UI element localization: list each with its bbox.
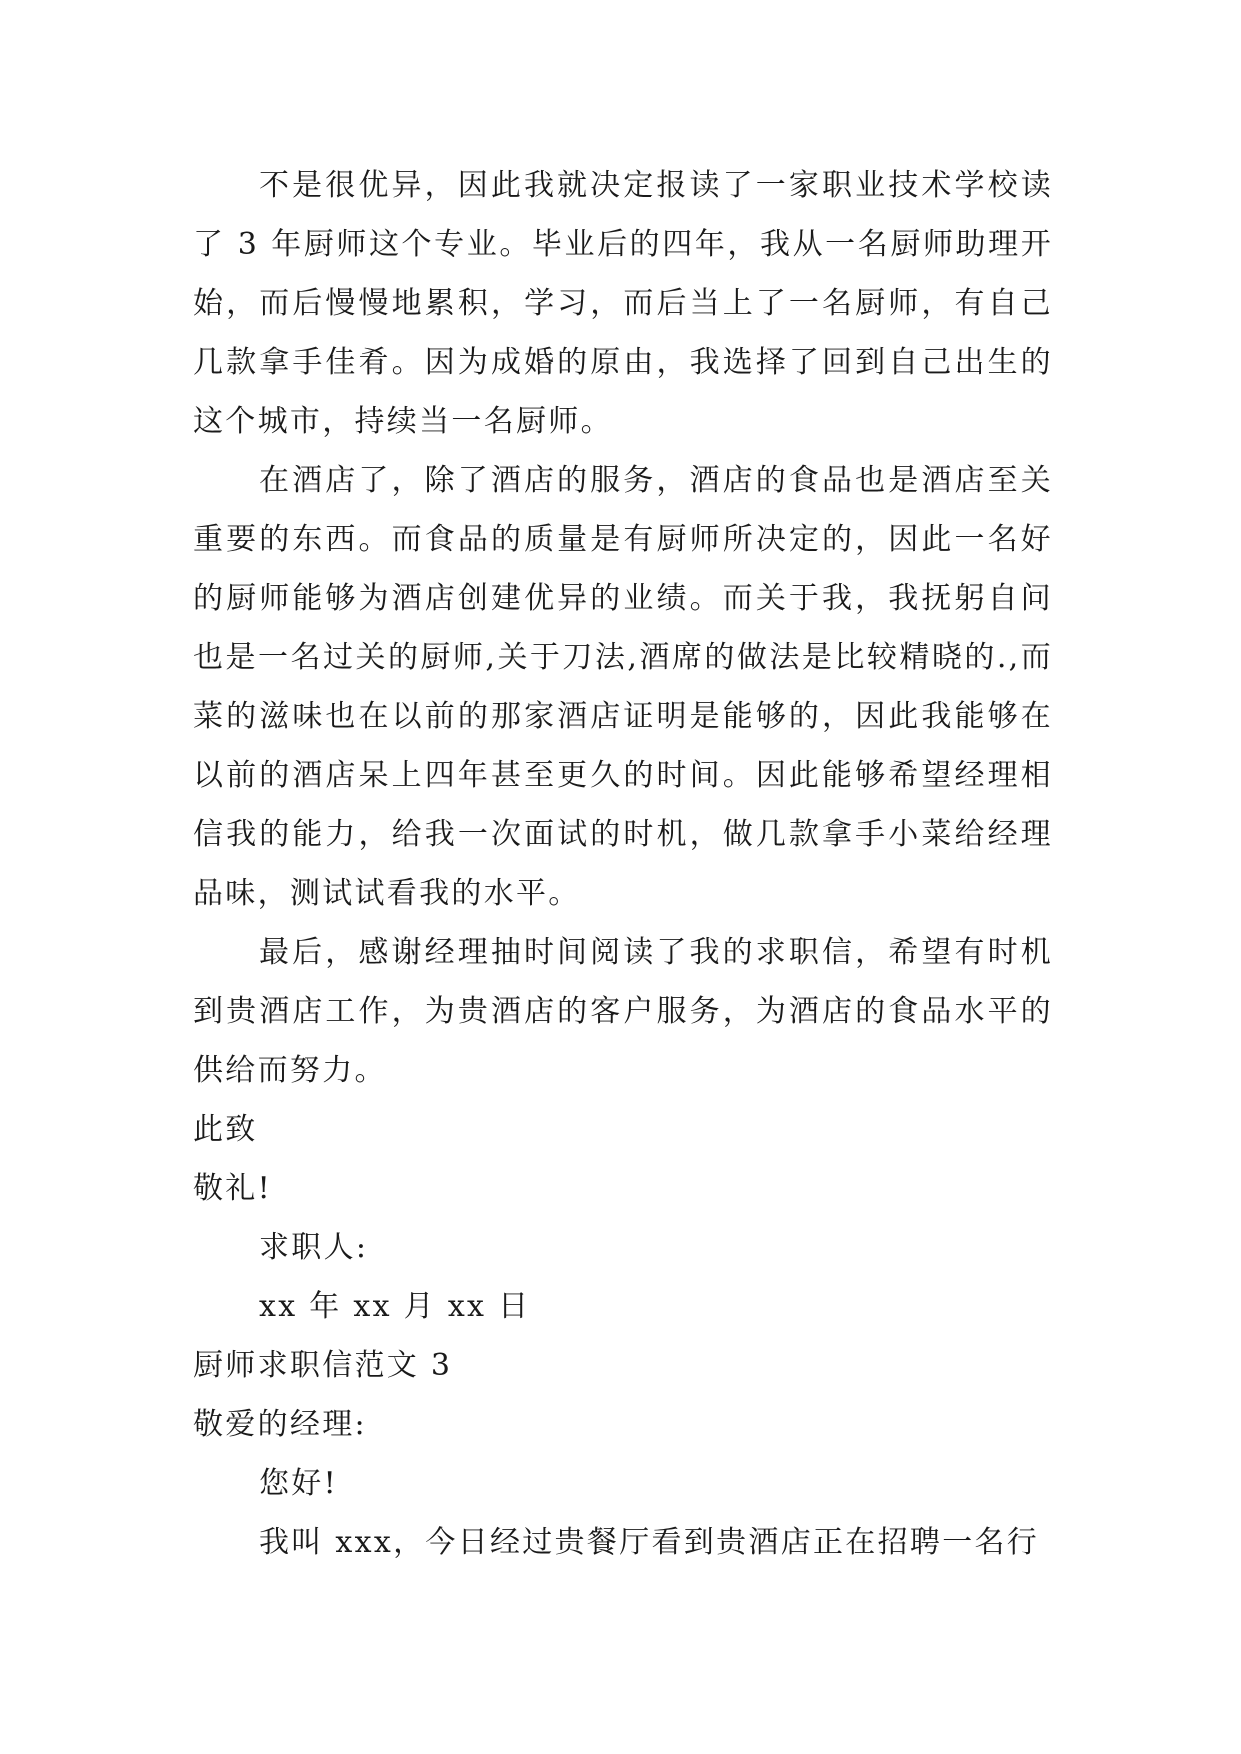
signature-date: xx 年 xx 月 xx 日: [259, 1289, 531, 1324]
paragraph-3: 最后，感谢经理抽时间阅读了我的求职信，希望有时机到贵酒店工作，为贵酒店的客户服务，为酒店的食品水平的供给而努力。: [193, 935, 1053, 1088]
letter-greeting: 敬爱的经理:: [193, 1407, 367, 1442]
letter-first-line: 我叫 xxx，今日经过贵餐厅看到贵酒店正在招聘一名行: [259, 1525, 1040, 1560]
closing-regards: 敬礼!: [193, 1171, 272, 1206]
paragraph-1: 不是很优异，因此我就决定报读了一家职业技术学校读了 3 年厨师这个专业。毕业后的四年，我从一名厨师助理开始，而后慢慢地累积，学习，而后当上了一名厨师，有自己几款拿手佳肴。因为成婚的原由，我选择了回到自己出生的这个城市，持续当一名厨师。: [193, 168, 1053, 439]
document-body: [193, 156, 1053, 1572]
closing-salutation: 此致: [193, 1112, 258, 1147]
signature-label: 求职人:: [259, 1230, 369, 1265]
paragraph-2: 在酒店了，除了酒店的服务，酒店的食品也是酒店至关重要的东西。而食品的质量是有厨师所决定的，因此一名好的厨师能够为酒店创建优异的业绩。而关于我，我抚躬自问也是一名过关的厨师,关于刀法,酒席的做法是比较精晓的.,而菜的滋味也在以前的那家酒店证明是能够的，因此我能够在以前的酒店呆上四年甚至更久的时间。因此能够希望经理相信我的能力，给我一次面试的时机，做几款拿手小菜给经理品味，测试试看我的水平。: [193, 463, 1053, 911]
section-title: 厨师求职信范文 3: [193, 1348, 453, 1383]
letter-hello: 您好!: [259, 1466, 338, 1501]
